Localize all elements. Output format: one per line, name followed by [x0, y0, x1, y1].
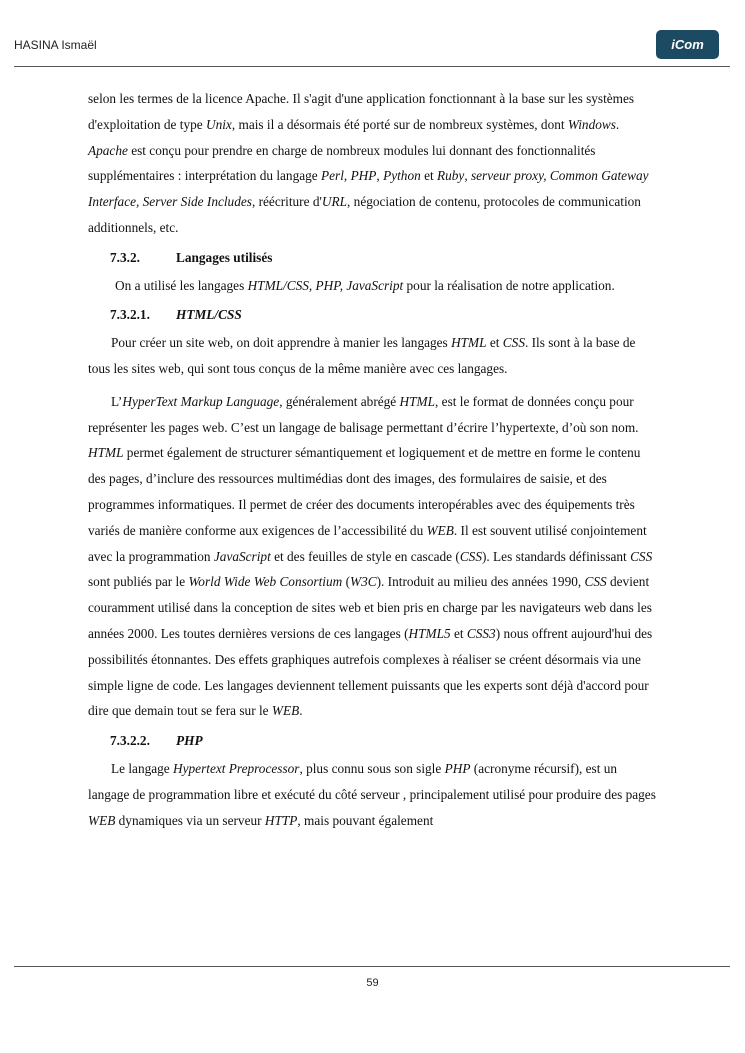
paragraph-html-intro: Pour créer un site web, on doit apprendre à manier les langages HTML et CSS. Ils sont à la base de tous les sites web, qui sont tous conçus de la même manière avec ces langages. [88, 335, 636, 376]
section-number: 7.3.2. [110, 249, 140, 265]
body-text [88, 86, 658, 833]
logo-icon [656, 30, 719, 59]
paragraph-apache: selon les termes de la licence Apache. Il s'agit d'une application fonctionnant à la base sur les systèmes d'exploitation de type Unix, mais il a désormais été porté sur de nombreux systèmes, dont Windows. Apache est conçu pour prendre en charge de nombreux modules lui donnant des fonctionnalités supplémentaires : interprétation du langage Perl, PHP, Python et Ruby, serveur proxy, Common Gateway Interface, Server Side Includes, réécriture d'URL, négociation de contenu, protocoles de communication additionnels, etc. [88, 91, 649, 235]
footer-divider [14, 966, 730, 967]
page-number: 59 [366, 977, 379, 989]
paragraph-languages: On a utilisé les langages HTML/CSS, PHP, JavaScript pour la réalisation de notre application. [115, 277, 615, 293]
header-divider [14, 66, 730, 67]
logo-text: iCom [671, 37, 704, 52]
section-heading-7-3-2-2 [88, 728, 658, 754]
section-number: 7.3.2.2. [110, 733, 150, 749]
section-number: 7.3.2.1. [110, 307, 150, 323]
header-author: HASINA Ismaël [14, 38, 97, 52]
paragraph-php: Le langage Hypertext Preprocessor, plus connu sous son sigle PHP (acronyme récursif), est un langage de programmation libre et exécuté du côté serveur , principalement utilisé pour produire des pages WEB dynamiques via un serveur HTTP, mais pouvant également [88, 760, 656, 828]
section-title: Langages utilisés [176, 249, 273, 265]
paragraph-html-details: L’HyperText Markup Language, généralement abrégé HTML, est le format de données conçu pour représenter les pages web. C’est un langage de balisage permettant d’écrire l’hypertexte, d’où son nom. HTML permet également de structurer sémantiquement et logiquement et de mettre en forme le contenu des pages, d’inclure des ressources multimédias dont des images, des formulaires de saisie, et des programmes informatiques. Il permet de créer des documents interopérables avec des équipements très variés de manière conforme aux exigences de l’accessibilité du WEB. Il est souvent utilisé conjointement avec la programmation JavaScript et des feuilles de style en cascade (CSS). Les standards définissant CSS sont publiés par le World Wide Web Consortium (W3C). Introduit au milieu des années 1990, CSS devient couramment utilisé dans la conception de sites web et bien pris en charge par les navigateurs web dans les années 2000. Les toutes dernières versions de ces langages (HTML5 et CSS3) nous offrent aujourd'hui des possibilités étonnantes. Des effets graphiques autrefois complexes à réaliser se créent désormais via une simple ligne de code. Les langages deviennent tellement puissants que les experts sont déjà d'accord pour dire que demain tout se fera sur le WEB. [88, 393, 653, 719]
logo [656, 30, 719, 59]
section-heading-7-3-2 [88, 245, 658, 271]
section-title: PHP [176, 733, 203, 749]
section-title: HTML/CSS [176, 307, 242, 323]
section-heading-7-3-2-1 [88, 302, 658, 328]
